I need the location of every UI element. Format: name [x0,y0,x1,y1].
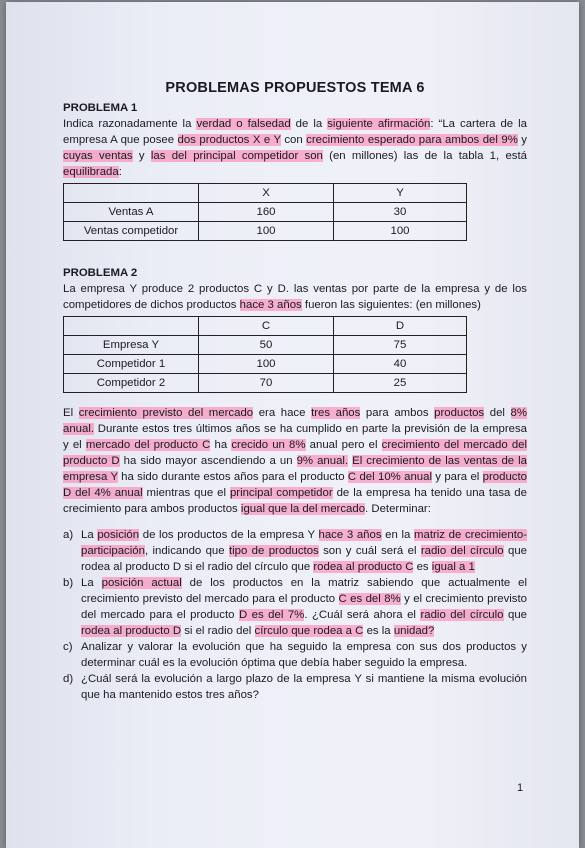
text-run: era hace [253,407,312,419]
table-cell: 75 [334,336,467,355]
question-label: d) [63,673,74,685]
highlighted-text: posición [97,529,140,541]
text-run: en la [381,529,414,541]
text-run: , indicando que [144,545,229,557]
text-run: y para el [431,471,483,483]
problem-1-heading: PROBLEMA 1 [63,102,138,114]
problem-2-heading: PROBLEMA 2 [63,267,138,279]
highlighted-text: 9% anual. [296,455,349,467]
text-run: Durante estos tres últimos años se ha cumplido en parte la previsión de la empresa y el [63,423,527,451]
text-run: que rodea al producto D si el radio del círculo que [81,545,527,573]
question-item [63,575,527,639]
problem-2-intro [63,281,527,313]
table-row [64,222,467,241]
text-run: de la empresa ha tenido una tasa de crecimiento para ambos productos [63,487,527,515]
highlighted-text: unidad? [393,625,435,637]
question-text [81,639,527,671]
text-run: de la [290,118,328,130]
highlighted-text: posición actual [101,577,182,589]
text-run: si el radio del [181,625,255,637]
problem-1-statement [63,116,527,180]
table-cell: 100 [199,222,334,241]
table-cell: 70 [199,374,334,393]
question-item [63,527,527,575]
document-page [6,2,579,848]
text-run: : “La cartera de la empresa A que posee [63,118,527,146]
table-cell [64,184,199,203]
text-run: del [484,407,511,419]
highlighted-text: hace 3 años [318,529,382,541]
highlighted-text: radio del círculo [420,545,504,557]
table-cell: 40 [334,355,467,374]
question-item [63,639,527,671]
table-cell: 100 [334,222,467,241]
text-run: mientras que el [142,487,230,499]
highlighted-text: C es del 8% [338,593,401,605]
table-row [64,336,467,355]
text-run: ha [210,439,232,451]
highlighted-text: tres años [311,407,361,419]
highlighted-text: equilibrada [63,166,119,178]
text-run: fueron las siguientes: (en millones) [301,299,481,311]
highlighted-text: El crecimiento de las ventas de la empresa Y [63,455,527,483]
question-item [63,671,527,703]
highlighted-text: rodea al producto C [313,561,414,573]
text-run: son y cuál será el [318,545,421,557]
table-cell: Competidor 1 [64,355,199,374]
page-title: PROBLEMAS PROPUESTOS TEMA 6 [165,80,425,96]
text-run: : [118,166,122,178]
highlighted-text: hace 3 años [239,299,302,311]
text-run: y el crecimiento previsto del mercado para el producto [81,593,527,621]
text-run: La [81,577,102,589]
table-cell [64,317,199,336]
text-run: de los productos en la matriz sabiendo que actualmente el crecimiento previsto del mercado para el producto [81,577,527,605]
highlighted-text: tipo de productos [228,545,319,557]
table-header-row [64,317,467,336]
text-run: Indica razonadamente la [63,118,197,130]
highlighted-text: C del 10% anual [347,471,432,483]
highlighted-text: dos productos X e Y [177,134,281,146]
text-run: . Determinar: [365,503,431,515]
table-cell: X [199,184,334,203]
table-cell: Y [334,184,467,203]
highlighted-text: crecido un 8% [231,439,306,451]
question-text [81,575,527,639]
text-run: es [413,561,432,573]
highlighted-text: círculo que rodea a C [254,625,364,637]
highlighted-text: cuyas ventas [63,150,133,162]
highlighted-text: verdad o falsedad [196,118,291,130]
question-label: b) [63,577,74,589]
table-cell: 30 [334,203,467,222]
highlighted-text: matriz de crecimiento-participación [81,529,527,557]
table-cell: Empresa Y [64,336,199,355]
text-run: ¿Cuál será la evolución a largo plazo de la empresa Y si mantiene la misma evolución que ha mantenido estos tres años? [81,673,527,701]
highlighted-text: crecimiento esperado para ambos del 9% [306,134,518,146]
question-label: c) [63,641,73,653]
table-row [64,203,467,222]
highlighted-text: productos [434,407,485,419]
highlighted-text: rodea al producto D [81,625,182,637]
table-row [64,374,467,393]
table-cell: 100 [199,355,334,374]
highlighted-text: crecimiento previsto del mercado [78,407,254,419]
page-number: 1 [517,782,524,794]
document-content [63,80,527,703]
text-run: con [280,134,307,146]
highlighted-text: principal competidor [229,487,333,499]
highlighted-text: igual a 1 [431,561,475,573]
text-run: La [81,529,98,541]
table-cell: D [334,317,467,336]
table-cell: 50 [199,336,334,355]
text-run: para ambos [360,407,435,419]
text-run: ha sido mayor ascendiendo a un [119,455,297,467]
problem-2-paragraph [63,405,527,517]
highlighted-text: radio del círculo [420,609,504,621]
highlighted-text: igual que la del mercado [240,503,366,515]
highlighted-text: D es del 7% [238,609,305,621]
table-cell: Competidor 2 [64,374,199,393]
highlighted-text: siguiente afirmación [327,118,431,130]
highlighted-text: las del principal competidor son [150,150,323,162]
highlighted-text: mercado del producto C [85,439,211,451]
text-run: El [63,407,79,419]
text-run: es la [363,625,394,637]
table-cell: Ventas A [64,203,199,222]
problem-1-table [63,183,467,241]
question-text [81,671,527,703]
highlighted-text: crecimiento del mercado del producto D [63,439,528,467]
highlighted-text: producto D del 4% anual [63,471,527,499]
text-run: y [132,150,151,162]
text-run: anual pero el [305,439,382,451]
table-header-row [64,184,467,203]
text-run: de los productos de la empresa Y [139,529,319,541]
text-run: La empresa Y produce 2 productos C y D. las ventas por parte de la empresa y de los competidores de dichos productos [63,283,527,311]
text-run: . ¿Cuál será ahora el [304,609,421,621]
table-row [64,355,467,374]
highlighted-text: 8% anual. [63,407,527,435]
problem-2-table [63,316,467,393]
text-run: (en millones) las de la tabla 1, está [322,150,527,162]
table-cell: C [199,317,334,336]
question-text [81,527,527,575]
table-cell: 160 [199,203,334,222]
table-cell: Ventas competidor [64,222,199,241]
question-label: a) [63,529,74,541]
question-list [63,527,527,703]
text-run: que [503,609,527,621]
table-cell: 25 [334,374,467,393]
text-run: Analizar y valorar la evolución que ha seguido la empresa con sus dos productos y determinar cuál es la evolución óptima que debía haber seguido la empresa. [81,641,527,669]
text-run: ha sido durante estos años para el producto [117,471,348,483]
text-run: y [517,134,527,146]
